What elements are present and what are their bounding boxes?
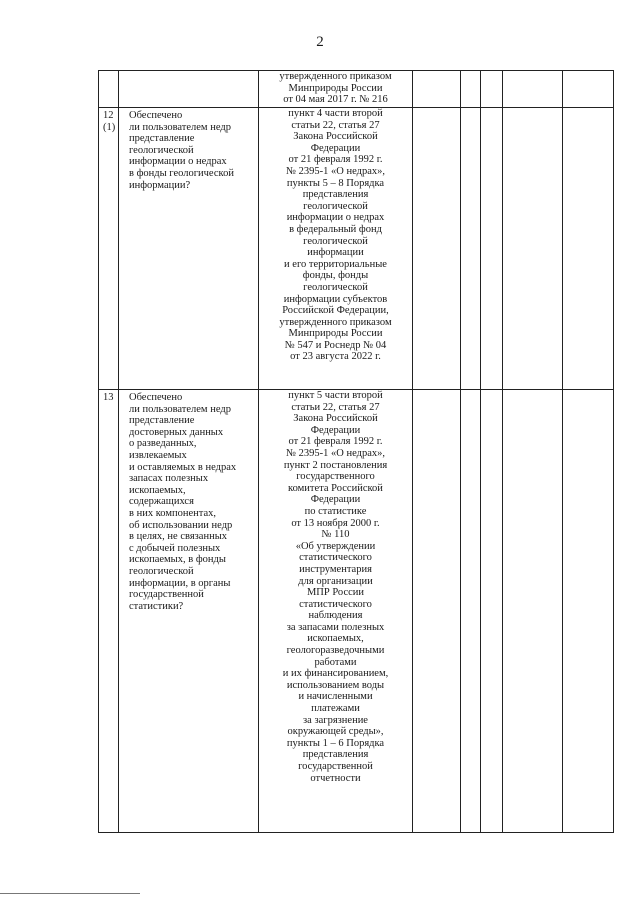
reference-line: государственного — [296, 471, 375, 483]
reference-cell — [259, 71, 413, 108]
page-number: 2 — [316, 34, 324, 50]
question-line: извлекаемых — [129, 449, 187, 461]
number-cell — [99, 71, 119, 108]
question-cell — [119, 390, 259, 833]
reference-line: представления — [302, 189, 369, 201]
checklist-table — [98, 70, 614, 833]
reference-line: утвержденного приказом — [279, 316, 392, 328]
question-line: содержащихся — [129, 496, 194, 508]
reference-line: № 547 и Роснедр № 04 — [284, 339, 387, 351]
row-number: 12 — [103, 110, 114, 121]
question-line: информации? — [129, 179, 191, 191]
reference-cell — [259, 390, 413, 833]
reference-cell — [259, 108, 413, 390]
answer-no-cell — [461, 390, 481, 833]
reference-line: и начисленными — [298, 691, 373, 703]
reference-line: ископаемых, — [307, 633, 364, 645]
reference-line: Федерации — [310, 494, 361, 506]
question-line: ископаемых, в фонды — [129, 554, 226, 566]
row-number-sub: (1) — [103, 121, 116, 133]
reference-line: № 2395-1 «О недрах», — [286, 447, 385, 459]
question-line: Обеспечено — [129, 392, 183, 403]
reference-line: «Об утверждении — [295, 540, 376, 552]
reference-line: платежами — [311, 703, 360, 715]
reference-line: отчетности — [310, 772, 361, 784]
table-row — [99, 390, 614, 833]
reference-line: в федеральный фонд — [289, 223, 382, 235]
reference-line: Закона Российской — [293, 413, 378, 425]
reference-line: Минприроды России — [288, 328, 383, 340]
reference-line: работами — [314, 656, 357, 668]
reference-line: информации субъектов — [283, 293, 388, 305]
reference-line: комитета Российской — [288, 482, 383, 494]
notes-cell — [563, 108, 614, 390]
reference-line: статистического — [299, 598, 372, 610]
reference-line: № 110 — [321, 529, 350, 541]
reference-line: пункты 5 – 8 Порядка — [286, 177, 385, 189]
table-row — [99, 108, 614, 390]
answer-na-cell — [481, 71, 503, 108]
reference-line: использованием воды — [286, 679, 385, 691]
reference-line: информации — [307, 247, 364, 259]
answer-na-cell — [481, 108, 503, 390]
reference-line: МПР России — [306, 587, 365, 599]
question-line: в фонды геологической — [129, 167, 234, 179]
answer-na-cell — [481, 390, 503, 833]
reference-line: окружающей среды», — [287, 726, 384, 738]
reference-line: геологической — [303, 200, 368, 212]
reference-line: от 04 мая 2017 г. № 216 — [283, 94, 388, 106]
question-line: Обеспечено — [129, 110, 183, 121]
answer-yes-cell — [413, 108, 461, 390]
reference-line: № 2395-1 «О недрах», — [286, 165, 385, 177]
question-cell — [119, 71, 259, 108]
question-line: достоверных данных — [129, 426, 224, 438]
reference-line: статистического — [299, 552, 372, 564]
reference-line: фонды, фонды — [302, 270, 369, 282]
table-row-continuation — [99, 71, 614, 108]
reference-line: статьи 22, статья 27 — [291, 119, 380, 131]
reference-line: Закона Российской — [293, 131, 378, 143]
question-line: о разведанных, — [129, 438, 197, 450]
answer-yes-cell — [413, 390, 461, 833]
reference-line: по статистике — [304, 505, 367, 517]
reference-line: утвержденного приказом — [279, 71, 392, 82]
question-line: геологической — [129, 144, 194, 156]
question-line: государственной — [129, 589, 204, 601]
reference-line: геологической — [303, 235, 368, 247]
answer-extra-cell — [503, 108, 563, 390]
footnote-rule — [0, 893, 140, 894]
reference-line: Федерации — [310, 424, 361, 436]
reference-line: Федерации — [310, 142, 361, 154]
notes-cell — [563, 390, 614, 833]
question-line: ли пользователем недр — [129, 121, 231, 133]
question-line: геологической — [129, 565, 194, 577]
answer-no-cell — [461, 71, 481, 108]
reference-line: наблюдения — [308, 610, 363, 622]
reference-line: информации о недрах — [286, 212, 385, 224]
reference-line: и их финансированием, — [282, 668, 389, 680]
number-cell — [99, 108, 119, 390]
reference-line: для организации — [298, 575, 373, 587]
reference-line: пункт 5 части второй — [288, 390, 383, 401]
reference-line: инструментария — [299, 563, 372, 575]
question-line: информации, в органы — [129, 577, 231, 589]
question-line: статистики? — [129, 600, 184, 612]
question-cell — [119, 108, 259, 390]
notes-cell — [563, 71, 614, 108]
reference-line: представления — [302, 749, 369, 761]
reference-line: от 21 февраля 1992 г. — [288, 436, 383, 448]
question-line: в целях, не связанных — [129, 531, 227, 543]
reference-line: геологоразведочными — [286, 645, 385, 657]
reference-line: за загрязнение — [303, 714, 368, 726]
reference-line: пункт 4 части второй — [288, 108, 383, 119]
question-line: и оставляемых в недрах — [129, 461, 237, 473]
question-line: в них компонентах, — [129, 507, 216, 519]
reference-line: за запасами полезных — [286, 621, 385, 633]
number-cell — [99, 390, 119, 833]
reference-line: статьи 22, статья 27 — [291, 401, 380, 413]
reference-line: пункты 1 – 6 Порядка — [286, 737, 385, 749]
reference-line: Минприроды России — [288, 82, 383, 94]
reference-line: от 21 февраля 1992 г. — [288, 154, 383, 166]
question-line: ископаемых, — [129, 484, 186, 496]
question-line: информации о недрах — [129, 156, 227, 168]
reference-line: пункт 2 постановления — [283, 459, 388, 471]
answer-extra-cell — [503, 390, 563, 833]
question-line: представление — [129, 133, 195, 145]
reference-line: от 23 августа 2022 г. — [290, 351, 381, 363]
reference-line: Российской Федерации, — [282, 305, 389, 317]
answer-extra-cell — [503, 71, 563, 108]
question-line: об использовании недр — [129, 519, 233, 531]
reference-line: геологической — [303, 281, 368, 293]
row-number: 13 — [103, 392, 114, 403]
question-line: с добычей полезных — [129, 542, 221, 554]
answer-yes-cell — [413, 71, 461, 108]
answer-no-cell — [461, 108, 481, 390]
question-line: запасах полезных — [129, 473, 209, 485]
reference-line: от 13 ноября 2000 г. — [291, 517, 380, 529]
question-line: ли пользователем недр — [129, 403, 231, 415]
reference-line: государственной — [298, 761, 373, 772]
reference-line: и его территориальные — [284, 258, 387, 270]
question-line: представление — [129, 415, 195, 427]
